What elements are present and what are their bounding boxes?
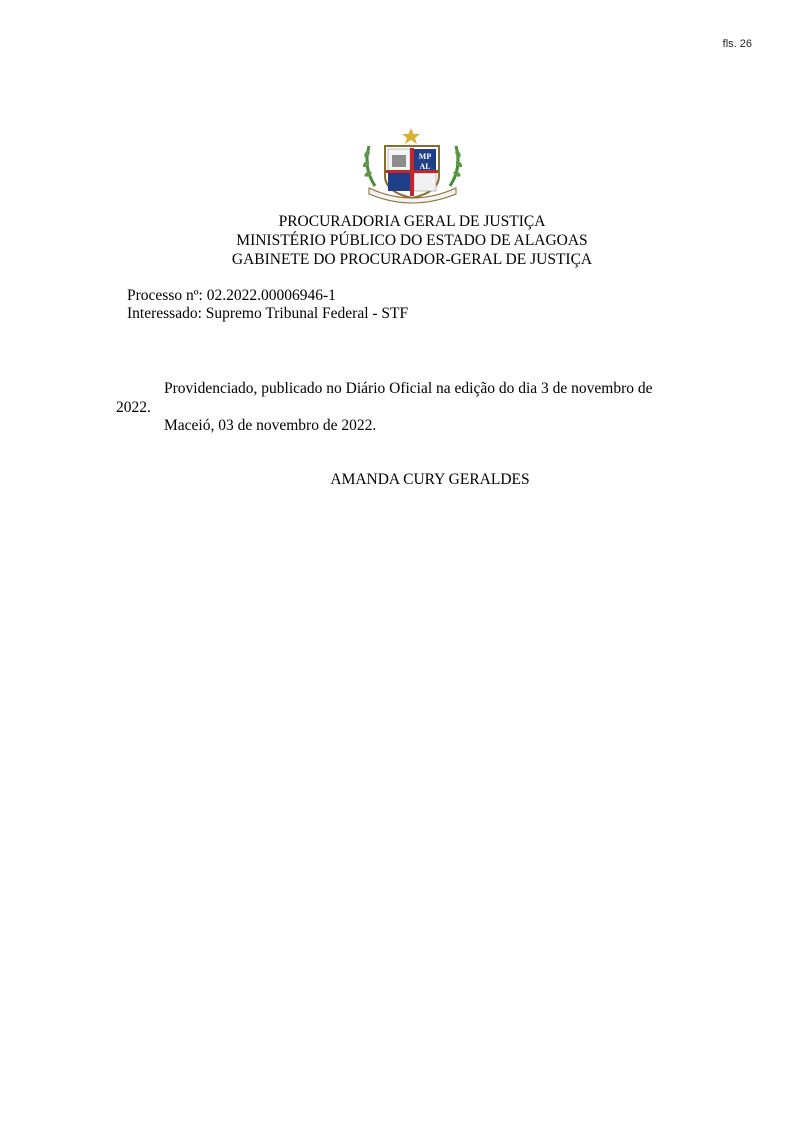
process-metadata <box>127 287 408 323</box>
signature <box>0 471 800 489</box>
body-paragraph-1: Providenciado, publicado no Diário Oficial na edição do dia 3 de novembro de 2022. <box>116 380 653 416</box>
crest-monogram-top: MP <box>418 152 432 161</box>
page-number: fls. 26 <box>722 38 752 50</box>
crest-monogram-bottom: AL <box>419 162 431 171</box>
process-number: Processo nº: 02.2022.00006946-1 <box>127 287 336 304</box>
signatory-name: AMANDA CURY GERALDES <box>330 471 530 488</box>
header-line-3: GABINETE DO PROCURADOR-GERAL DE JUSTIÇA <box>231 251 593 268</box>
mpal-crest-icon <box>355 128 470 204</box>
body-paragraph-2: Maceió, 03 de novembro de 2022. <box>164 417 377 434</box>
header-line-1: PROCURADORIA GERAL DE JUSTIÇA <box>278 213 546 230</box>
document-body <box>116 380 686 436</box>
interested-party: Interessado: Supremo Tribunal Federal - STF <box>127 305 409 322</box>
header-line-2: MINISTÉRIO PÚBLICO DO ESTADO DE ALAGOAS <box>236 232 588 249</box>
document-header <box>0 212 800 269</box>
